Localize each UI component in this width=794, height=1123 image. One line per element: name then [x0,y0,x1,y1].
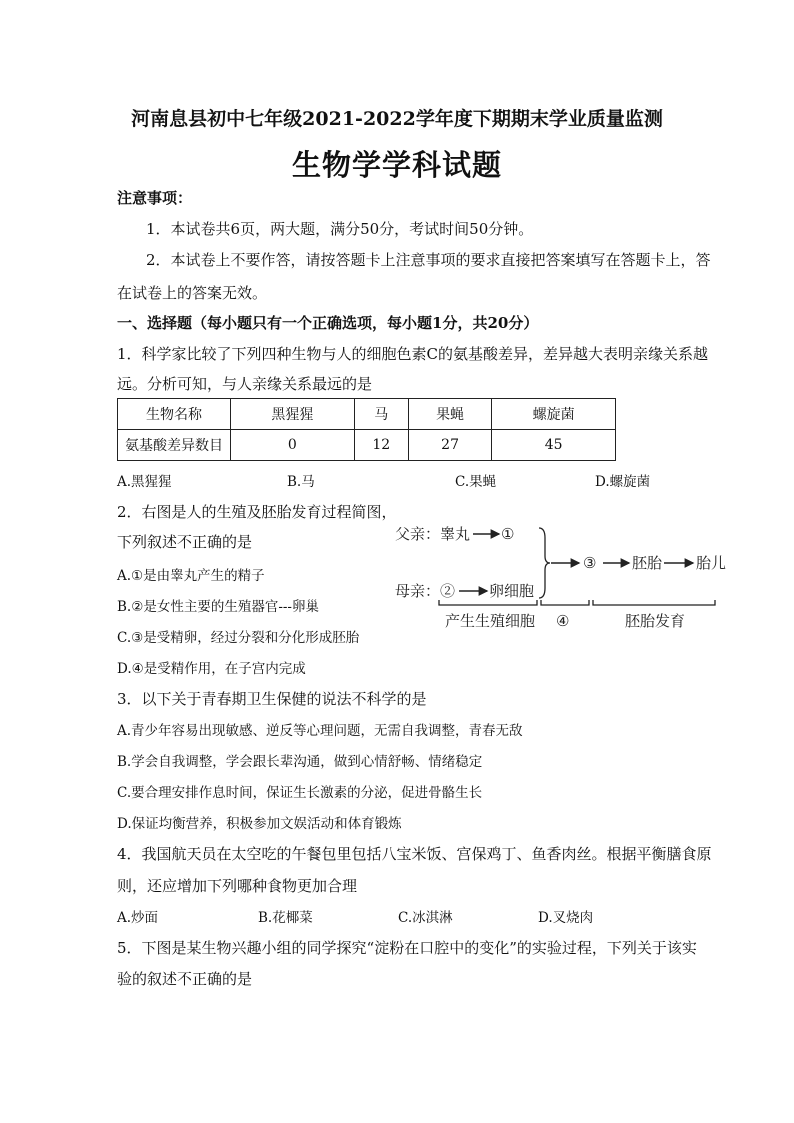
note-item-2-line-1: 2．本试卷上不要作答，请按答题卡上注意事项的要求直接把答案填写在答题卡上，答 [146,251,711,269]
diagram-fetus-label: 胎儿 [696,554,727,572]
diagram-circle-4: ④ [556,612,570,630]
question-3-option-b: B.学会自我调整，学会跟长辈沟通，做到心情舒畅、情绪稳定 [117,754,483,770]
exam-title: 河南息县初中七年级2021-2022学年度下期期末学业质量监测 [131,108,663,130]
diagram-egg-label: 卵细胞 [489,582,535,600]
table-cell: 黑猩猩 [231,399,355,430]
table-row [118,430,616,461]
bracket-stage-1 [439,600,537,605]
question-2-option-c: C.③是受精卵，经过分裂和分化形成胚胎 [117,630,360,646]
table-cell: 螺旋菌 [492,399,616,430]
question-4-option-c: C.冰淇淋 [398,910,453,926]
exam-subtitle: 生物学学科试题 [291,148,502,182]
question-2-line-2: 下列叙述不正确的是 [117,533,253,551]
question-2-option-a: A.①是由睾丸产生的精子 [117,568,265,584]
amino-acid-table [117,398,616,461]
bracket-stage-4 [541,600,589,605]
question-4-line-2: 则，还应增加下列哪种食物更加合理 [117,877,358,895]
question-1-option-a: A.黑猩猩 [117,474,172,490]
diagram-embryo-label: 胚胎 [632,554,663,572]
diagram-father-label: 父亲：睾丸 [395,525,471,543]
question-4-option-d: D.叉烧肉 [538,910,594,926]
section-heading: 一、选择题（每小题只有一个正确选项，每小题1分，共20分） [117,314,539,332]
note-item-2-line-2: 在试卷上的答案无效。 [117,284,268,302]
question-1-option-d: D.螺旋菌 [595,474,651,490]
table-cell: 0 [231,430,355,461]
question-4-option-a: A.炒面 [117,910,159,926]
table-cell: 果蝇 [408,399,491,430]
diagram-stage-1-label: 产生生殖细胞 [445,612,536,630]
question-1-option-b: B.马 [287,474,315,490]
question-2-line-1: 2．右图是人的生殖及胚胎发育过程简图， [117,503,397,521]
table-header-row [118,399,616,430]
diagram-circle-1: ① [501,525,515,543]
table-cell: 氨基酸差异数目 [118,430,231,461]
table-cell: 27 [408,430,491,461]
question-5-line-2: 验的叙述不正确的是 [117,970,253,988]
note-item-1: 1．本试卷共6页，两大题，满分50分，考试时间50分钟。 [146,220,534,238]
table-cell: 马 [354,399,408,430]
diagram-stage-2-label: 胚胎发育 [625,612,686,630]
reproduction-diagram [393,518,738,636]
diagram-mother-label: 母亲：② [395,582,456,600]
question-4-line-1: 4．我国航天员在太空吃的午餐包里包括八宝米饭、宫保鸡丁、鱼香肉丝。根据平衡膳食原 [117,845,712,863]
question-2-option-d: D.④是受精作用，在子宫内完成 [117,661,306,677]
bracket-stage-2 [593,600,715,605]
table-cell: 45 [492,430,616,461]
question-4-option-b: B.花椰菜 [258,910,313,926]
question-3-option-d: D.保证均衡营养，积极参加文娱活动和体育锻炼 [117,816,402,832]
question-3-stem: 3．以下关于青春期卫生保健的说法不科学的是 [117,690,427,708]
question-1-line-1: 1．科学家比较了下列四种生物与人的细胞色素C的氨基酸差异，差异越大表明亲缘关系越 [117,345,709,363]
diagram-circle-3: ③ [583,554,597,572]
table-cell: 生物名称 [118,399,231,430]
notes-heading: 注意事项： [117,189,193,207]
merge-brace [539,528,550,598]
table-cell: 12 [354,430,408,461]
question-2-option-b: B.②是女性主要的生殖器官---卵巢 [117,599,319,615]
question-1-line-2: 远。分析可知，与人亲缘关系最远的是 [117,375,373,393]
question-1-option-c: C.果蝇 [455,474,497,490]
question-3-option-a: A.青少年容易出现敏感、逆反等心理问题，无需自我调整，青春无敌 [117,723,523,739]
question-5-line-1: 5．下图是某生物兴趣小组的同学探究“淀粉在口腔中的变化”的实验过程，下列关于该实 [117,939,697,957]
question-3-option-c: C.要合理安排作息时间，保证生长激素的分泌，促进骨骼生长 [117,785,483,801]
